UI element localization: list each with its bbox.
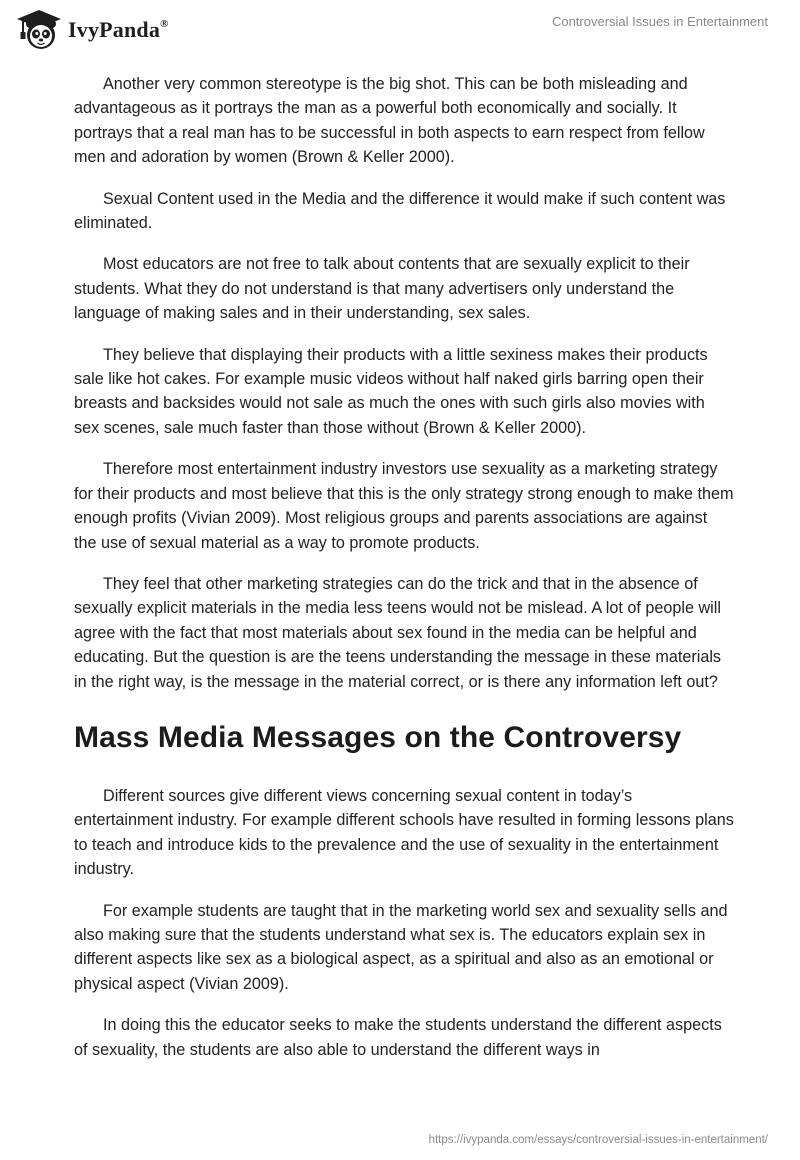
paragraph: Therefore most entertainment industry investors use sexuality as a marketing strategy for their products and most believe that this is the only strategy strong enough to make them enough profits (Vivian 2009). Most religious groups and parents associations are against the use of sexual material as a way to promote products. [74,460,734,552]
paragraph: Most educators are not free to talk about contents that are sexually explicit to their students. What they do not understand is that many advertisers only understand the language of making sales and in their understanding, sex sales. [74,255,690,323]
brand-name: IvyPanda® [68,17,169,42]
paragraph: They believe that displaying their products with a little sexiness makes their products sale like hot cakes. For example music videos without half naked girls barring open their breasts and backsides would not sale as much the ones with such girls also movies with sex scenes, sale much faster than those without (Brown & Keller 2000). [74,345,708,437]
ivypanda-logo[interactable] [14,9,169,51]
paragraph: In doing this the educator seeks to make the students understand the different aspects of sexuality, the students are also able to understand the different ways in [74,1016,722,1059]
source-url[interactable]: https://ivypanda.com/essays/controversial-issues-in-entertainment/ [428,1134,768,1146]
page-header [0,0,800,60]
section-heading: Mass Media Messages on the Controversy [74,720,682,754]
paragraph: Different sources give different views concerning sexual content in today’s entertainment industry. For example different schools have resulted in forming lessons plans to teach and introduce kids to the prevalence and the use of sexuality in the entertainment industry. [74,786,734,879]
paragraph: They feel that other marketing strategies can do the trick and that in the absence of sexually explicit materials in the media less teens would not be mislead. A lot of people will agree with the fact that most materials about sex found in the media can be helpful and educating. But the question is are the teens understanding the message in these materials in the right way, is the message in the material correct, or is there any information left out? [74,574,722,691]
paragraph: Sexual Content used in the Media and the difference it would make if such content was eliminated. [74,189,726,233]
paragraph: For example students are taught that in the marketing world sex and sexuality sells and also making sure that the students understand what sex is. The educators explain sex in different aspects like sex as a biological aspect, as a spiritual and also as an emotional or physical aspect (Vivian 2009). [74,901,728,993]
trademark-symbol: ® [160,17,169,30]
panda-graduate-icon [14,9,64,51]
essay-content [74,72,734,1079]
document-title: Controversial Issues in Entertainment [551,14,768,29]
paragraph: Another very common stereotype is the big shot. This can be both misleading and advantageous as it portrays the man as a powerful both economically and socially. It portrays that a real man has to be successful in both aspects to earn respect from fellow men and adoration by women (Brown & Keller 2000). [74,75,705,167]
